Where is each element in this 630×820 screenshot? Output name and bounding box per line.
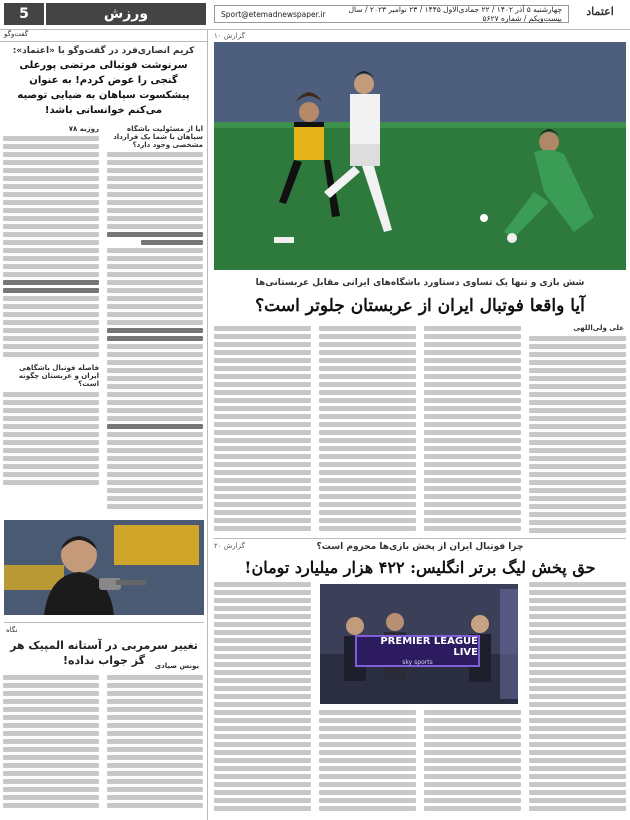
newspaper-logo: اعتماد — [586, 5, 614, 18]
lower-kicker: نگاه — [6, 626, 18, 634]
interview-byline: روزبه ۷۸ — [68, 125, 99, 133]
issue-line: چهارشنبه ۵ آذر ۱۴۰۲ / ۲۲ جمادی‌الاول ۱۴۴۵ / ۲۳ نوامبر ۲۰۲۳ / سال بیست‌ویکم / شماره ۵۶۲۷ — [348, 5, 562, 23]
banner-sub: sky sports — [402, 659, 433, 666]
bottom-subheadline: چرا فوتبال ایران از پخش بازی‌ها محروم است؟ — [316, 542, 524, 552]
bottom-text-col-3 — [315, 710, 420, 817]
top-kicker: گزارش ۱۰ — [214, 32, 245, 40]
left-column — [0, 30, 208, 820]
right-column — [210, 30, 630, 820]
text-lines — [0, 392, 103, 488]
bottom-headline: حق پخش لیگ برتر انگلیس: ۴۲۲ هزار میلیارد تومان! — [244, 558, 596, 577]
player-photo — [4, 520, 204, 615]
lead-headline: آیا واقعا فوتبال ایران از عربستان جلوتر است؟ — [255, 296, 585, 316]
interview-subhead: کریم انصاری‌فرد در گفت‌وگو با «اعتماد»: — [12, 46, 195, 56]
banner-title: PREMIER LEAGUE LIVE — [380, 636, 478, 658]
interview-q2: فاصله فوتبال باشگاهی ایران و عربستان چگونه است؟ — [18, 364, 99, 388]
interview-text-right — [103, 125, 207, 510]
bottom-text-col-2 — [420, 710, 525, 817]
interview-headline: سرنوشت فوتبالی مرتضی پورعلی گنجی را عوض کردم! به عنوان پیشکسوت سپاهان به ضیایی توصیه می‌کنم خوانسانی باشد! — [17, 60, 190, 116]
lead-text-col-2 — [420, 326, 525, 536]
interview-text-left — [0, 125, 103, 510]
section-title: ورزش — [46, 3, 206, 25]
premier-league-banner — [355, 635, 480, 667]
lead-text-col-4 — [210, 326, 315, 536]
match-photo — [214, 42, 626, 270]
bottom-kicker: گزارش ۲۰ — [214, 542, 245, 550]
page-header — [0, 0, 630, 30]
text-lines — [0, 136, 103, 360]
lower-headline: تغییر سرمربی در آستانه المپیک هر گز جواب نداده! — [10, 639, 198, 668]
interview-q1: آیا از مسئولیت باشگاه سپاهان با شما یک قرارداد مشخصی وجود دارد؟ — [113, 125, 203, 149]
issue-info — [214, 5, 569, 23]
bottom-text-col-1 — [525, 582, 630, 817]
lower-text-right — [103, 675, 207, 815]
lead-text-col-1 — [525, 336, 630, 536]
email[interactable]: Sport@etemadnewspaper.ir — [221, 9, 326, 19]
page-number: 5 — [4, 3, 44, 25]
lead-text-col-3 — [315, 326, 420, 536]
text-lines — [103, 152, 207, 510]
lower-byline: یونس صیادی — [154, 662, 199, 670]
left-kicker: گفت‌وگو — [0, 30, 207, 42]
lead-byline: علی ولی‌اللهی — [573, 324, 624, 332]
lead-subheadline: شش بازی و تنها یک تساوی دستاورد باشگاه‌های ایرانی مقابل عربستانی‌ها — [255, 278, 585, 288]
bottom-text-col-4 — [210, 582, 315, 817]
lower-text-left — [0, 675, 103, 815]
